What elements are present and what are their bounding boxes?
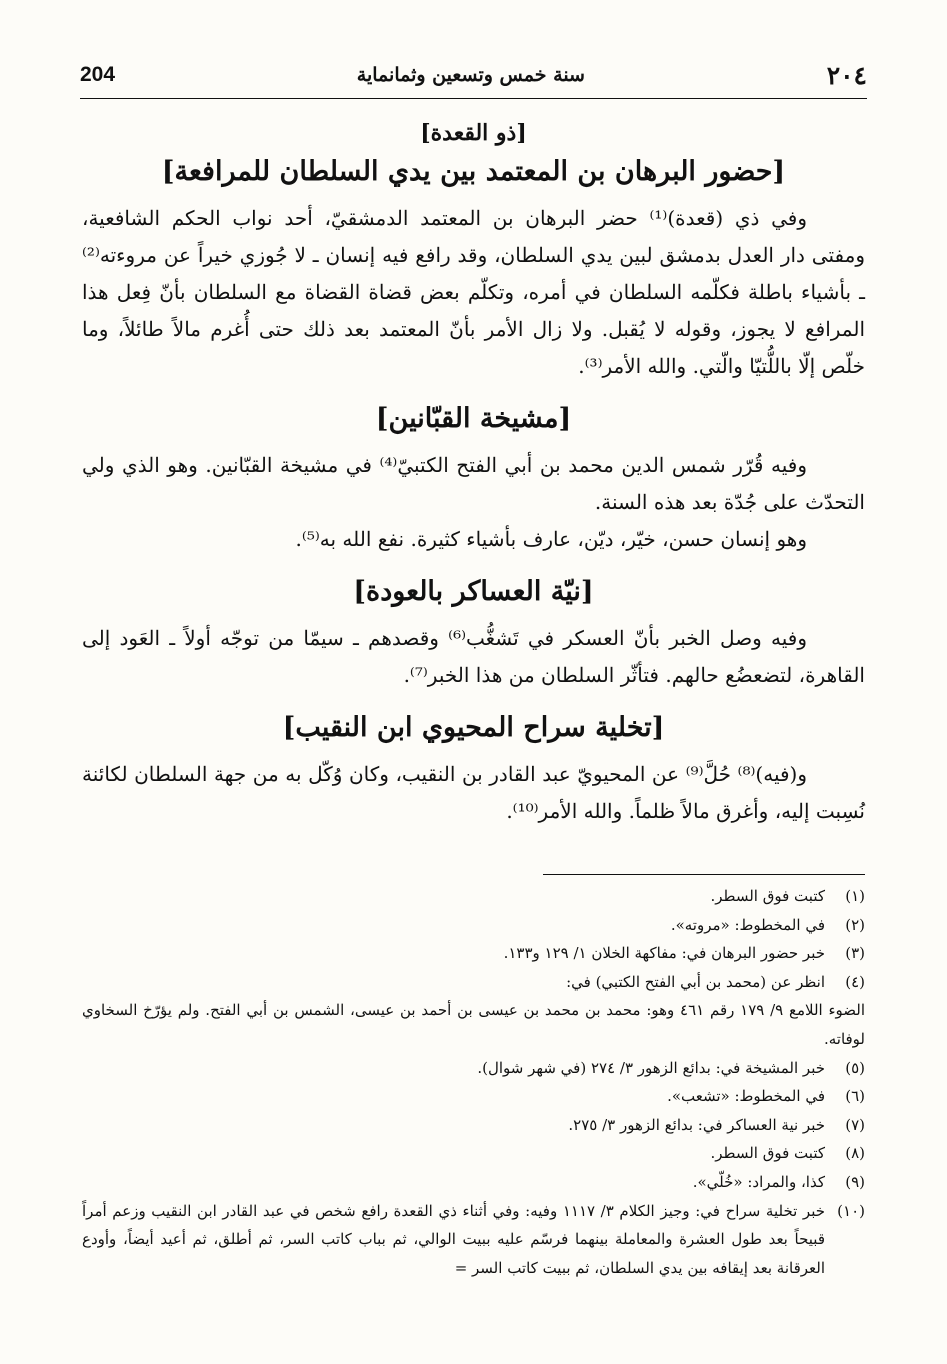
footnote [82, 1139, 865, 1168]
footnote [82, 939, 865, 968]
month-heading: [ذو القعدة] [420, 120, 527, 146]
footnote-text: في المخطوط: «تشعب». [667, 1087, 825, 1106]
footnote-number: (٤) [845, 972, 865, 991]
section-heading-naqib: [تخلية سراح المحيوي ابن النقيب] [282, 712, 665, 743]
footnote-text: خبر حضور البرهان في: مفاكهة الخلان ١/ ١٢٩ و١٣٣. [503, 944, 825, 963]
footnote-text: خبر المشيخة في: بدائع الزهور ٣/ ٢٧٤ (في شهر شوال). [477, 1058, 825, 1077]
footnote-text: كتبت فوق السطر. [710, 887, 825, 905]
footnote-text: في المخطوط: «مروته». [670, 915, 825, 934]
footnote-number: (٢) [845, 915, 865, 934]
footnote-continuation [82, 996, 865, 1053]
main-text [82, 110, 865, 830]
footnote-text: كذا، والمراد: «خُلّي». [692, 1172, 825, 1191]
section-heading-asakir: [نيّة العساكر بالعودة] [353, 576, 594, 607]
footnotes [82, 882, 865, 1282]
paragraph-qabbanin-1: وفيه قُرّر شمس الدين محمد بن أبي الفتح الكتبيّ⁽⁴⁾ في مشيخة القبّانين. وهو الذي ولي التحدّث على جُدّة بعد هذه السنة. [82, 453, 865, 514]
paragraph-naqib: و(فيه)⁽⁸⁾ حُلَّ⁽⁹⁾ عن المحيويّ عبد القادر بن النقيب، وكان وُكّل به من جهة السلطان لكائنة نُسِبت إليه، وأغرق مالاً ظلماً. والله الأمر⁽¹⁰⁾. [82, 762, 865, 823]
footnote [82, 1168, 865, 1197]
footnote [82, 1197, 865, 1283]
section-heading-qabbanin: [مشيخة القبّانين] [375, 403, 572, 434]
footnote-number: (٨) [845, 1144, 865, 1163]
running-title: سنة خمس وتسعين وثمانماية [356, 64, 585, 86]
footnote-number: (١) [845, 887, 865, 905]
section-heading-burhan: [حضور البرهان بن المعتمد بين يدي السلطان للمرافعة] [161, 156, 786, 187]
footnote-number: (٥) [845, 1058, 865, 1077]
footnote [82, 1111, 865, 1140]
page-number-arabic: ٢٠٤ [826, 60, 867, 90]
footnote-number: (١٠) [837, 1201, 865, 1220]
footnote-text: الضوء اللامع ٩/ ١٧٩ رقم ٤٦١ وهو: محمد بن محمد بن عيسى بن أحمد بن عيسى، الشمس بن أبي الفتح. ولم يؤرّخ السخاوي لوفاته. [82, 1001, 866, 1048]
footnote-rule [543, 874, 865, 875]
footnote [82, 1054, 865, 1083]
footnote-number: (٩) [845, 1172, 865, 1191]
footnote [82, 911, 865, 940]
footnote [82, 968, 865, 997]
page-number-latin: 204 [80, 63, 116, 86]
footnote [82, 1082, 865, 1111]
footnote-number: (٦) [845, 1087, 865, 1106]
footnote-text: خبر تخلية سراح في: وجيز الكلام ٣/ ١١١٧ وفيه: وفي أثناء ذي القعدة رافع شخص في عبد القادر ابن النقيب وزعم أمراً قبيحاً بعد طول العشرة والمعاملة بينهما فرسّم عليه ببيت الوالي، ثم بباب كاتب السر، ثم أطلق، ثم أعيد أيضاً، وأودع العرقانة بعد إيقافه بين يدي السلطان، ثم ببيت كاتب السر = [82, 1201, 826, 1277]
footnote-text: انظر عن (محمد بن أبي الفتح الكتبي) في: [566, 972, 825, 991]
paragraph-asakir: وفيه وصل الخبر بأنّ العسكر في تَشغُّب⁽⁶⁾ وقصدهم ـ سيمّا من توجّه أولاً ـ العَود إلى القاهرة، لتضعضُع حالهم. فتأثّر السلطان من هذا الخبر⁽⁷⁾. [82, 626, 865, 687]
paragraph-qabbanin-2: وهو إنسان حسن، خيّر، ديّن، عارف بأشياء كثيرة. نفع الله به⁽⁵⁾. [295, 527, 807, 551]
footnote [82, 882, 865, 911]
footnote-text: خبر نية العساكر في: بدائع الزهور ٣/ ٢٧٥. [568, 1115, 825, 1134]
footnote-text: كتبت فوق السطر. [710, 1144, 825, 1163]
paragraph-burhan: وفي ذي (قعدة)⁽¹⁾ حضر البرهان بن المعتمد الدمشقيّ، أحد نواب الحكم الشافعية، ومفتى دار العدل بدمشق لبين يدي السلطان، وقد رافع فيه إنسان ـ لا جُوزي خيراً عن مروءته⁽²⁾ ـ بأشياء باطلة فكلّمه السلطان في أمره، وتكلّم بعض قضاة القضاة مع السلطان بأنّ فِعل هذا المرافع لا يجوز، وقوله لا يُقبل. ولا زال الأمر بأنّ المعتمد بعد ذلك حتى أُغرم مالاً طائلاً، وما خلّص إلّا باللُّتيّا والّتي. والله الأمر⁽³⁾. [82, 206, 865, 378]
footnote-number: (٣) [845, 944, 865, 963]
running-head [80, 58, 867, 92]
header-rule [80, 98, 867, 99]
footnote-number: (٧) [845, 1115, 865, 1134]
